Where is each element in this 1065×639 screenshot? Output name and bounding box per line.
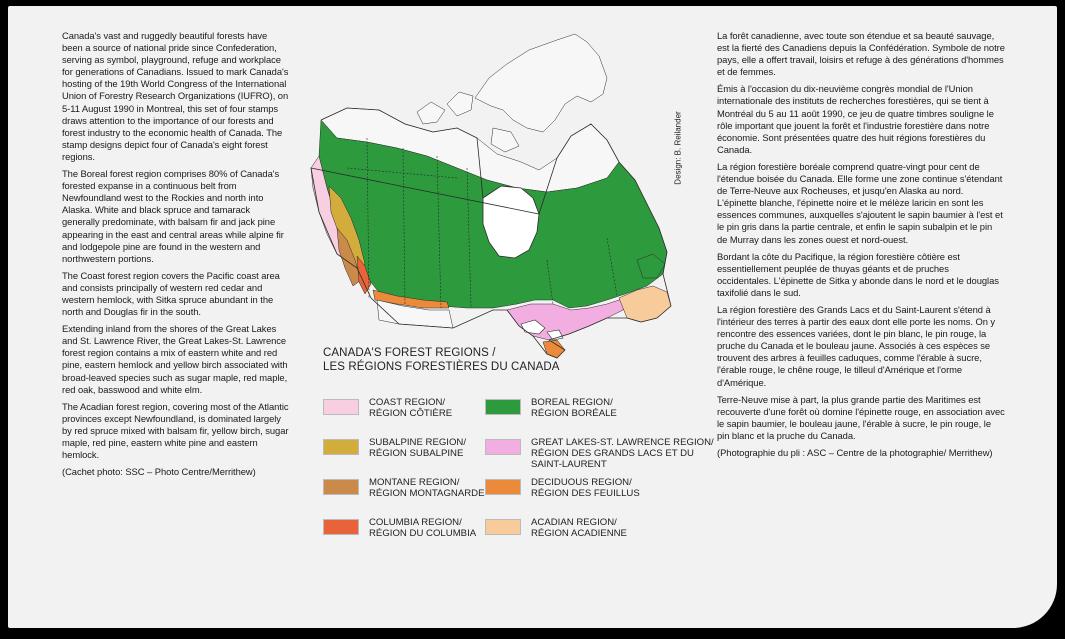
legend-label-acadian-en: ACADIAN REGION/: [531, 517, 617, 528]
swatch-coast: [323, 399, 359, 415]
swatch-subalpine: [323, 439, 359, 455]
french-text-column: [717, 30, 1005, 464]
legend-label-great-lakes-fr-2: SAINT-LAURENT: [531, 459, 607, 471]
legend-label-montane-en: MONTANE REGION/: [369, 477, 460, 488]
canada-map-svg: [307, 28, 677, 373]
paragraph-boreal-fr: La région forestière boréale comprend quatre-vingt pour cent de l'étendue boisée du Canada. Elle forme une zone continue s'étendant de Terre-Neuve aux Rocheuses, et jusqu'en Alaska au nord. L'épinette blanche, l'épinette noire et le mélèze laricin en sont les essences communes, auxquelles s'ajoutent le sapin baumier à l'est et le pin gris dans la partie centrale, et enfin le sapin subalpin et le pin de Murray dans les zones ouest et nord-ouest.: [717, 160, 1003, 245]
swatch-acadian: [485, 519, 521, 535]
forest-regions-map: [307, 28, 677, 373]
legend-label-coast-en: COAST REGION/: [369, 397, 446, 408]
paragraph-intro-fr: La forêt canadienne, avec toute son étendue et sa beauté sauvage, est la fierté des Canadiens depuis la Confédération. Symbole de notre pays, elle a offert travail, loisirs et refuge à des générations d'hommes et de femmes.: [717, 30, 1005, 78]
legend-item-subalpine: [369, 437, 466, 459]
legend-item-columbia: [369, 517, 476, 539]
legend-label-boreal-fr: RÉGION BORÉALE: [531, 408, 617, 420]
photo-credit-fr: (Photographie du pli : ASC – Centre de la photographie/ Merrithew): [717, 447, 993, 458]
swatch-columbia: [323, 519, 359, 535]
paragraph-boreal: The Boreal forest region comprises 80% of Canada's forested expanse in a continuous belt from Newfoundland west to the Rockies and north into Alaska. White and black spruce and tamarack generally predominate, with balsam fir and jack pine appearing in the east and central areas while alpine fir and lodgepole pine are found in the western and northwestern portions.: [62, 168, 284, 264]
english-text-column: [62, 30, 290, 483]
legend-label-deciduous-fr: RÉGION DES FEUILLUS: [531, 488, 640, 500]
legend-title-fr: LES RÉGIONS FORESTIÈRES DU CANADA: [323, 361, 560, 373]
legend-title: [323, 346, 560, 374]
legend-label-great-lakes-fr: RÉGION DES GRANDS LACS ET DU: [531, 448, 694, 460]
legend-item-montane: [369, 477, 485, 499]
legend-label-columbia-en: COLUMBIA REGION/: [369, 517, 462, 528]
legend-label-coast-fr: RÉGION CÔTIÈRE: [369, 408, 453, 420]
paragraph-great-lakes-fr: La région forestière des Grands Lacs et du Saint-Laurent s'étend à l'intérieur des terres à partir des eaux dont elle porte les noms. On y rencontre des essences variées, dont le pin blanc, le pin rouge, la pruche du Canada et le bouleau jaune. Associés à ces espèces se trouvent des arbres à feuilles caduques, comme l'érable à sucre, l'érable rouge, le chêne rouge, le tilleul d'Amérique et l'orme d'Amérique.: [717, 303, 996, 388]
legend-title-en: CANADA'S FOREST REGIONS /: [323, 347, 496, 359]
legend-item-coast: [369, 397, 452, 419]
legend-item-boreal: [531, 397, 617, 419]
paragraph-congress-fr: Émis à l'occasion du dix-neuvième congrès mondial de l'Union internationale des instituts de recherches forestières, qui se tient à Montréal du 5 au 11 août 1990, ce jeu de quatre timbres souligne le rôle important que jouent la forêt et l'industrie forestière dans notre économie. Sont présentées quatre des huit régions forestières du Canada.: [717, 83, 994, 155]
legend-label-acadian-fr: RÉGION ACADIENNE: [531, 528, 627, 540]
swatch-montane: [323, 479, 359, 495]
swatch-deciduous: [485, 479, 521, 495]
legend-label-deciduous-en: DECIDUOUS REGION/: [531, 477, 632, 488]
photo-credit: (Cachet photo: SSC – Photo Centre/Merrithew): [62, 466, 256, 478]
design-credit-text: Design: B. Reilander: [673, 111, 683, 185]
paragraph-coast-fr: Bordant la côte du Pacifique, la région forestière côtière est essentiellement peuplée de thuyas géants et de pruches occidentales. L'épinette de Sitka y abonde dans le nord et le douglas taxifolié dans le sud.: [717, 250, 999, 298]
legend-item-great-lakes: [531, 437, 714, 471]
legend: [323, 393, 714, 553]
legend-item-acadian: [531, 517, 627, 539]
swatch-great-lakes: [485, 439, 521, 455]
paragraph-coast: The Coast forest region covers the Pacific coast area and consists principally of western red cedar and western hemlock, with Sitka spruce abundant in the north and Douglas fir in the south.: [62, 269, 280, 318]
legend-label-montane-fr: RÉGION MONTAGNARDE: [369, 488, 485, 500]
legend-label-subalpine-en: SUBALPINE REGION/: [369, 437, 467, 448]
paragraph-great-lakes: Extending inland from the shores of the Great Lakes and St. Lawrence River, the Great Lakes-St. Lawrence forest region contains a mix of eastern white and red pine, eastern hemlock and yellow birch associated with broad-leaved species such as sugar maple, red maple, red oak, basswood and white elm.: [62, 323, 288, 395]
paragraph-acadian: The Acadian forest region, covering most of the Atlantic provinces except Newfoundland, is dominated largely by red spruce mixed with balsam fir, yellow birch, sugar maple, red pine, eastern white pine and eastern hemlock.: [62, 400, 289, 461]
paragraph-intro: Canada's vast and ruggedly beautiful forests have been a source of national pride since Confederation, serving as symbol, playground, refuge and workplace for generations of Canadians. Issued to mark Canada's hosting of the 19th World Congress of the International Union of Forestry Research Organizations (IUFRO), on 5-11 August 1990 in Montreal, this set of four stamps draws attention to the importance of our forests and forest industry to the economic health of Canada. The stamp designs depict four of Canada's eight forest regions.: [62, 30, 289, 162]
legend-label-columbia-fr: RÉGION DU COLUMBIA: [369, 528, 477, 540]
legend-label-boreal-en: BOREAL REGION/: [531, 397, 613, 408]
legend-label-great-lakes-en: GREAT LAKES-ST. LAWRENCE REGION/: [531, 437, 714, 448]
paragraph-acadian-fr: Terre-Neuve mise à part, la plus grande partie des Maritimes est recouverte d'une forêt où domine l'épinette rouge, en association avec le sapin baumier, le bouleau jaune, l'érable à sucre, le pin rouge, le pin blanc et la pruche du Canada.: [717, 393, 1005, 441]
swatch-boreal: [485, 399, 521, 415]
legend-item-deciduous: [531, 477, 640, 499]
legend-label-subalpine-fr: RÉGION SUBALPINE: [369, 448, 464, 460]
